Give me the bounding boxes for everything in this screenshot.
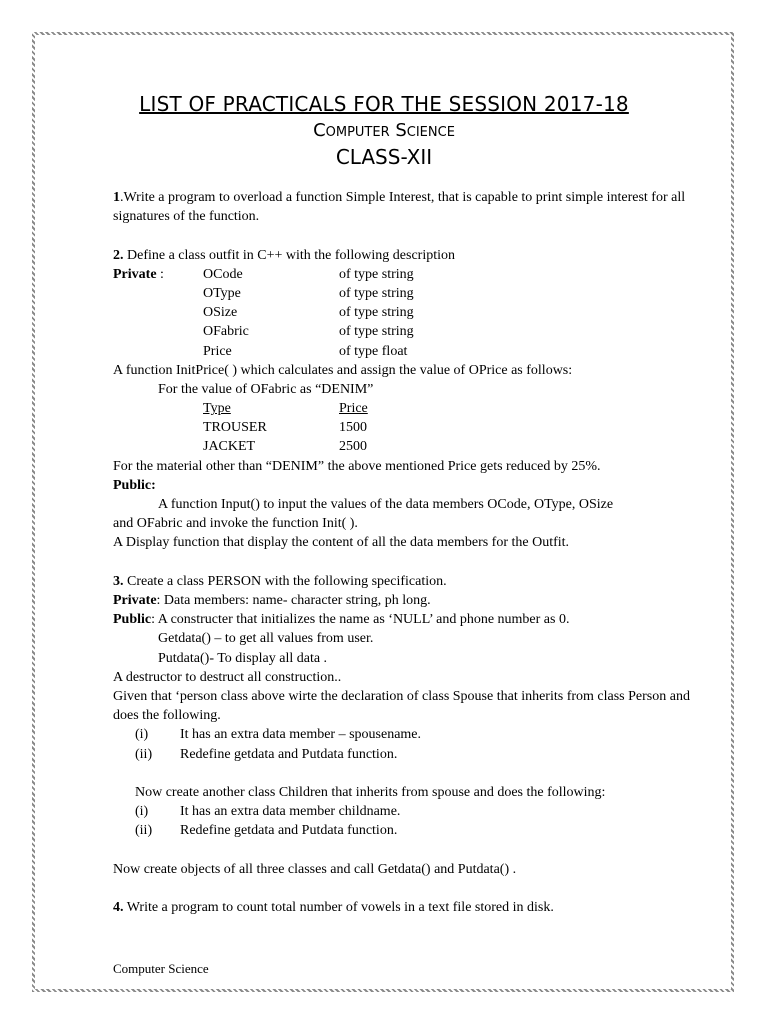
q2-member-row	[113, 265, 718, 284]
q1-number: 1	[113, 190, 120, 205]
q1-text: .Write a program to overload a function Simple Interest, that is capable to print simple interest for all signatures of the function.	[113, 190, 686, 225]
q2-input-line-cont: and OFabric and invoke the function Init( ).	[113, 516, 358, 532]
member-type: of type string	[339, 324, 414, 340]
list-marker: (i)	[135, 727, 149, 743]
list-text: Redefine getdata and Putdata function.	[180, 746, 398, 762]
price-header: Price	[339, 401, 368, 417]
price-cell: 2500	[339, 439, 367, 455]
q3-given-paragraph: Given that ‘person class above wirte the declaration of class Spouse that inherits from class Person and does the following.	[113, 688, 690, 724]
q1-paragraph	[113, 188, 718, 226]
q2-private-label: Private	[113, 266, 157, 282]
q2-member-row	[113, 342, 718, 361]
list-text: Redefine getdata and Putdata function.	[180, 823, 398, 839]
list-text: It has an extra data member – spousename.	[180, 727, 422, 743]
q3-putdata-line: Putdata()- To display all data .	[158, 650, 328, 666]
document-title: LIST OF PRACTICALS FOR THE SESSION 2017-18	[139, 92, 629, 116]
member-name: OFabric	[203, 324, 249, 340]
member-name: OSize	[203, 305, 238, 321]
q2-for-line: For the value of OFabric as “DENIM”	[158, 381, 374, 397]
member-type: of type string	[339, 305, 414, 321]
q3-objects-line: Now create objects of all three classes and call Getdata() and Putdata() .	[113, 861, 517, 877]
q3-intro: Create a class PERSON with the following specification.	[123, 573, 447, 589]
q2-input-line: A function Input() to input the values of the data members OCode, OType, OSize	[158, 497, 614, 513]
q3-destructor-line: A destructor to destruct all construction..	[113, 669, 342, 685]
member-name: OCode	[203, 266, 243, 282]
q2-display-line: A Display function that display the content of all the data members for the Outfit.	[113, 535, 570, 551]
q3-private-label: Private	[113, 592, 157, 608]
q2-member-row	[113, 303, 718, 322]
list-item	[113, 802, 718, 821]
list-item	[113, 821, 718, 840]
q2-member-row	[113, 322, 718, 341]
q2-intro: Define a class outfit in C++ with the following description	[123, 247, 456, 263]
price-table-row	[113, 418, 718, 437]
page-footer: Computer Science	[113, 961, 209, 976]
q3-private-line	[113, 591, 718, 610]
q4-text: Write a program to count total number of vowels in a text file stored in disk.	[123, 900, 554, 915]
practicals-body	[113, 188, 718, 917]
q3-children-intro: Now create another class Children that inherits from spouse and does the following:	[135, 784, 606, 800]
type-header: Type	[203, 401, 231, 417]
list-item	[113, 745, 718, 764]
type-cell: TROUSER	[203, 420, 267, 436]
q2-public-label: Public:	[113, 477, 156, 493]
q3-public-label: Public	[113, 612, 152, 628]
q4-line	[113, 898, 718, 917]
price-table-header	[113, 399, 718, 418]
type-cell: JACKET	[203, 439, 256, 455]
list-marker: (i)	[135, 804, 149, 820]
q3-public-text: : A constructer that initializes the name as ‘NULL’ and phone number as 0.	[151, 612, 570, 628]
q3-private-text: : Data members: name- character string, ph long.	[156, 592, 431, 608]
list-marker: (ii)	[135, 823, 153, 839]
q3-intro-line	[113, 572, 718, 591]
member-type: of type string	[339, 285, 414, 301]
q3-getdata-line: Getdata() – to get all values from user.	[158, 631, 374, 647]
member-name: Price	[203, 343, 232, 359]
q2-member-row	[113, 284, 718, 303]
price-table-row	[113, 437, 718, 456]
list-text: It has an extra data member childname.	[180, 804, 401, 820]
q3-number: 3.	[113, 573, 124, 589]
q2-material-line: For the material other than “DENIM” the above mentioned Price gets reduced by 25%.	[113, 458, 601, 474]
q2-private-colon: :	[156, 266, 164, 282]
member-name: OType	[203, 285, 241, 301]
list-item	[113, 725, 718, 744]
subject-heading: Computer Science	[313, 120, 455, 141]
q2-number: 2.	[113, 247, 124, 263]
q3-public-line	[113, 610, 718, 629]
member-type: of type float	[339, 343, 408, 359]
price-cell: 1500	[339, 420, 367, 436]
class-heading: CLASS-XII	[335, 145, 433, 169]
q2-function-line: A function InitPrice( ) which calculates and assign the value of OPrice as follows:	[113, 362, 573, 378]
q4-number: 4.	[113, 900, 124, 915]
list-marker: (ii)	[135, 746, 153, 762]
member-type: of type string	[339, 266, 414, 282]
q2-intro-line	[113, 246, 718, 265]
